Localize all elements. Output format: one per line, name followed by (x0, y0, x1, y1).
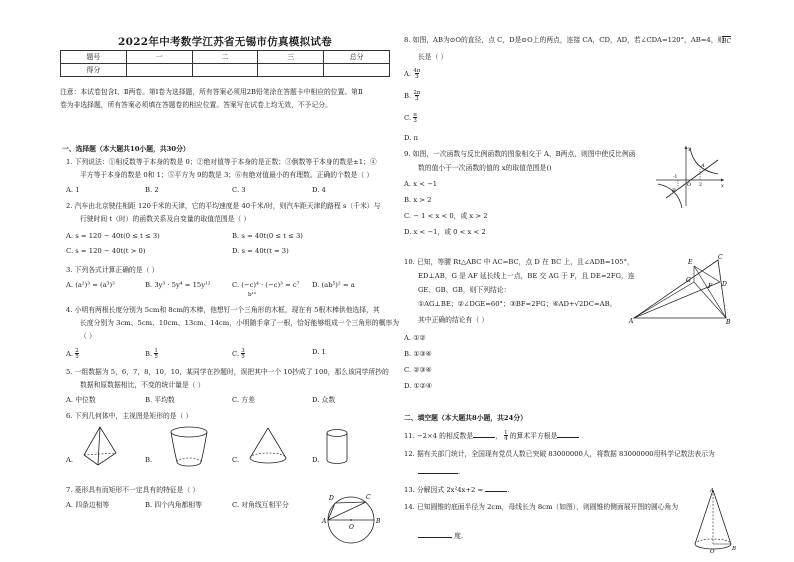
label-x: x (721, 183, 724, 189)
question-12-text: . (458, 468, 461, 476)
q2-option-b: B. s = 40t(0 ≤ t ≤ 3) (232, 232, 303, 240)
question-3-line: 3. 下列各式计算正确的是（ ） (66, 266, 159, 274)
frustum-top (171, 427, 207, 437)
segment-ag (634, 282, 694, 318)
pyramid-hidden-edge (84, 453, 116, 455)
label-o: O (349, 524, 354, 531)
triangle-figure (628, 252, 734, 326)
fraction-numerator: π (413, 112, 417, 118)
answer-blank (557, 430, 579, 438)
question-7-line: 7. 菱形具有而矩形不一定具有的特征是（ ） (66, 486, 200, 494)
page-title: 2022年中考数学江苏省无锡市仿真模拟试卷 (117, 36, 333, 48)
label-o: O (710, 549, 715, 555)
fraction-denominator: 5 (154, 354, 158, 360)
label-a: A (629, 318, 634, 325)
question-8-line: 长是（ ） (418, 53, 448, 61)
fraction (154, 348, 158, 360)
question-8-line: 8. 如图，AB为⊙O的直径，点 C，D是⊙O上的两点，连接 CA，CD，AD，若∠CDA=120°，AB=4，则 (404, 36, 725, 44)
arc-bc: BC (722, 38, 732, 45)
label-c: C (366, 494, 371, 501)
option-letter: B. (145, 350, 153, 358)
question-2-line: 行驶时间 t（时）的函数关系及自变量的取值范围是（ ） (80, 215, 251, 223)
q6-option-c: C. (232, 456, 240, 464)
frustum-bottom-hidden (177, 458, 201, 462)
q4-option-c (232, 348, 245, 360)
option-letter: C. (404, 114, 412, 122)
question-4-line: 4. 小明有两根长度分别为 5cm和 8cm的木棒，他想钉一个三角形的木框，现在有 5根木棒供他选择，其 (66, 306, 380, 314)
q8-option-b (404, 90, 420, 102)
cylinder-figure (324, 428, 350, 468)
label-y: y (688, 146, 691, 152)
label-d: D (329, 495, 334, 502)
q10-option-a: A. ①② (404, 334, 426, 342)
q10-option-c: C. ②③④ (404, 366, 432, 374)
q2-option-c: C. s = 120 − 40t(t > 0) (66, 247, 146, 255)
cone-side (250, 428, 286, 458)
question-10-line: 10. 已知，等腰 Rt△ABC 中 AC=BC，点 D 在 BC 上，且∠ADB=105°， (404, 258, 634, 266)
score-table-cell: 总分 (324, 51, 390, 64)
answer-blank (485, 484, 510, 494)
q4-option-a (66, 348, 79, 360)
fraction (241, 348, 245, 360)
q7-option-c: C. 对角线互相平分 (232, 501, 289, 509)
q3-option-c: C. (−c)⁴ · (−c)³ = c⁷ (232, 281, 300, 289)
fraction-numerator: 1 (154, 348, 158, 354)
tick-label: 2 (699, 183, 702, 188)
q9-option-b: B. x > 2 (404, 196, 432, 204)
question-10-line: ①AG⊥BE；②∠DGE=60°；③BF=2FG；④AD+√2DC=AB。 (418, 300, 617, 308)
fraction-denominator: 3 (415, 74, 419, 80)
question-6-line: 6. 下列几何体中，主视图是矩形的是（ ） (66, 412, 193, 420)
question-11-text: 的算术平方根是 (509, 432, 558, 440)
label-o: O (687, 182, 692, 188)
cylinder-bottom (327, 460, 347, 464)
label-f: F (708, 283, 713, 290)
q7-option-b: B. 四个内角都相等 (145, 501, 202, 509)
notice-line: 卷为非选择题，所有答案必须填在答题卷的相应位置。答案写在试卷上均无效，不予记分。 (60, 101, 332, 109)
score-table-cell: 三 (258, 51, 324, 64)
q3-option-b: B. 3y³ · 5y⁴ = 15y¹² (145, 281, 211, 289)
score-table-cell (258, 64, 324, 77)
q1-option-b: B. 2 (145, 186, 159, 194)
option-letter: A. (66, 350, 74, 358)
label-a: A (710, 488, 714, 495)
q9-option-a: A. x < −1 (404, 180, 438, 188)
score-table-cell: 二 (192, 51, 258, 64)
score-table-score-row (61, 64, 390, 77)
fraction-denominator: 3 (415, 96, 419, 102)
score-table-cell (192, 64, 258, 77)
question-1-line: 平方等于本身的数是 0和 1；⑤平方为 9的数是 3；⑥有绝对值最小的有理数。正确的个数是（ ） (80, 171, 374, 179)
q7-option-a: A. 四条边相等 (66, 501, 110, 509)
fraction (504, 430, 508, 442)
cone-figure (246, 424, 290, 468)
score-table-header-row (61, 51, 390, 64)
option-letter: C. (232, 350, 240, 358)
center-point (350, 519, 352, 521)
fraction-numerator: 3 (241, 348, 245, 354)
circle-figure (306, 486, 396, 544)
label-b: B (376, 518, 381, 525)
fraction-denominator: 5 (241, 354, 245, 360)
score-table-cell: 题号 (61, 51, 127, 64)
q9-option-c: C. − 1 < x < 0，或 x > 2 (404, 212, 488, 220)
label-b: B (732, 546, 737, 552)
pyramid-edge (98, 427, 100, 465)
q10-option-d: D. ①②④ (404, 382, 432, 390)
question-12-line (418, 466, 460, 477)
question-12-line: 12. 据有关部门统计，全国现有党员人数已突破 83000000人，将数据 83000000用科学记数法表示为 (404, 450, 715, 458)
fraction-denominator: 3 (413, 118, 417, 124)
label-g: G (686, 277, 691, 284)
option-letter: A. (404, 70, 412, 78)
label-b: B (726, 319, 731, 326)
fraction-numerator: 4π (413, 68, 421, 74)
cone-base (250, 458, 286, 463)
answer-blank (418, 466, 461, 476)
label-e: E (688, 259, 693, 266)
q4-option-b (145, 348, 158, 360)
q2-option-d: D. s = 40t(t = 3) (232, 247, 289, 255)
q5-option-b: B. 平均数 (145, 396, 175, 404)
question-5-line: 数据和原数据相比，不变的统计量是（ ） (80, 381, 205, 389)
question-14-line (418, 530, 463, 541)
question-14-text: 度. (454, 532, 464, 540)
answer-blank (473, 430, 495, 438)
fraction-denominator: 4 (504, 436, 508, 442)
fraction (413, 112, 417, 124)
fraction-numerator: 2π (413, 90, 421, 96)
question-11-text: ， (495, 432, 502, 440)
question-11-text: 11. −2×4 的相反数是 (404, 432, 474, 440)
q1-option-a: A. 1 (66, 186, 80, 194)
cone-base-hidden (250, 453, 286, 458)
q3-option-d: D. (ab⁵)² = a (312, 281, 355, 289)
q6-option-a: A. (66, 456, 74, 464)
cone-figure-q14 (688, 486, 738, 556)
fraction (413, 68, 420, 80)
segment-be (694, 266, 726, 318)
frustum-side (171, 432, 207, 462)
label-d: D (722, 281, 727, 288)
label-b: B (672, 188, 676, 194)
question-4-line: （ ） (80, 332, 96, 340)
frustum-figure (164, 424, 214, 470)
cylinder-top (327, 430, 347, 437)
chord-dc (335, 502, 366, 503)
q6-option-b: B. (145, 456, 153, 464)
section-heading: 一、选择题（本大题共10小题，共30分） (62, 145, 190, 153)
question-10-line: ED⊥AB，G 是 AF 延长线上一点，BE 交 AG 于 F，且 DE=2FG，连 (418, 272, 635, 280)
score-table-cell: 一 (126, 51, 192, 64)
q3-option-a: A. (a²)³ = (a³)² (66, 281, 115, 289)
fraction-numerator: 2 (75, 348, 79, 354)
x-axis-arrow (721, 179, 724, 182)
score-table-cell (126, 64, 192, 77)
fraction (75, 348, 79, 360)
answer-blank (418, 530, 452, 538)
score-table-cell: 得分 (61, 64, 127, 77)
tick-label: -1 (673, 175, 678, 180)
q1-option-c: C. 3 (232, 186, 246, 194)
function-graph (652, 142, 728, 210)
score-table-cell (324, 64, 390, 77)
label-a: A (701, 163, 705, 169)
option-letter: B. (404, 92, 412, 100)
question-9-line: 9. 如图，一次函数与反比例函数的图象相交于 A、B两点，则图中使反比例函 (404, 150, 636, 158)
question-10-line: GE、GB、GB，则下列结论： (418, 286, 511, 294)
question-10-line: 其中正确的结论有（ ） (418, 316, 489, 324)
q3-option-d-continued: b¹⁰ (248, 292, 256, 298)
triangle-abc (634, 260, 726, 318)
pyramid-figure (80, 425, 120, 469)
q2-option-a: A. s = 120 − 40t(0 ≤ t ≤ 3) (66, 232, 160, 240)
question-13-line (404, 484, 510, 495)
q6-option-d: D. (312, 456, 320, 464)
q10-option-b: B. ①③④ (404, 350, 432, 358)
q5-option-c: C. 方差 (232, 396, 255, 404)
label-a: A (322, 518, 327, 525)
question-5-line: 5. 一组数据为 5，6，7，8，10，10，某同学在抄题时，误把其中一个 10抄成了 100，那么该同学所抄的 (66, 368, 389, 376)
q8-option-d: D. π (404, 134, 418, 142)
question-13-text: . (507, 486, 510, 494)
score-table (60, 50, 390, 77)
fraction-denominator: 5 (75, 354, 79, 360)
q8-option-c (404, 112, 417, 124)
notice-line: 注意：本试卷包含Ⅰ、Ⅱ两卷。第Ⅰ卷为选择题，所有答案必须用2B铅笔涂在答题卡中相应的位置。第Ⅱ (60, 88, 363, 96)
question-13-text: 13. 分解因式 2x²4x+2 = (404, 486, 486, 494)
q8-option-a (404, 68, 420, 80)
question-9-line: 数的值小于一次函数的值的 x的取值范围是() (418, 164, 552, 172)
frustum-bottom (177, 462, 201, 466)
q4-option-d: D. 1 (312, 348, 326, 356)
q1-option-d: D. 4 (312, 186, 326, 194)
fraction (413, 90, 420, 102)
question-1-line: 1. 下列说法：①相反数等于本身的数是 0；②绝对值等于本身的是正数；③倒数等于本身的数是±1；④ (66, 158, 377, 166)
fraction-numerator: 1 (504, 430, 508, 436)
question-11-line (404, 430, 579, 442)
section-heading: 二、填空题（本大题共8小题，共24分） (404, 414, 527, 422)
q5-option-d: D. 众数 (312, 396, 336, 404)
question-2-line: 2. 汽车由北京驶往相距 120千米的天津，它的平均速度是 40千米/时，则汽车距天津的路程 s（千米）与 (66, 202, 381, 210)
q9-option-d: D. x < −1，或 0 < x < 2 (404, 228, 486, 236)
question-4-line: 长度分别为 3cm、5cm、10cm、13cm、14cm，小明随手拿了一根，恰好能够组成一个三角形的概率为 (80, 319, 400, 327)
q5-option-a: A. 中位数 (66, 396, 96, 404)
label-c: C (718, 254, 723, 261)
hyperbola-branch (658, 184, 682, 208)
question-14-line: 14. 已知圆锥的底面半径为 2cm，母线长为 8cm（如图），则圆锥的侧面展开图的圆心角为 (404, 503, 679, 511)
